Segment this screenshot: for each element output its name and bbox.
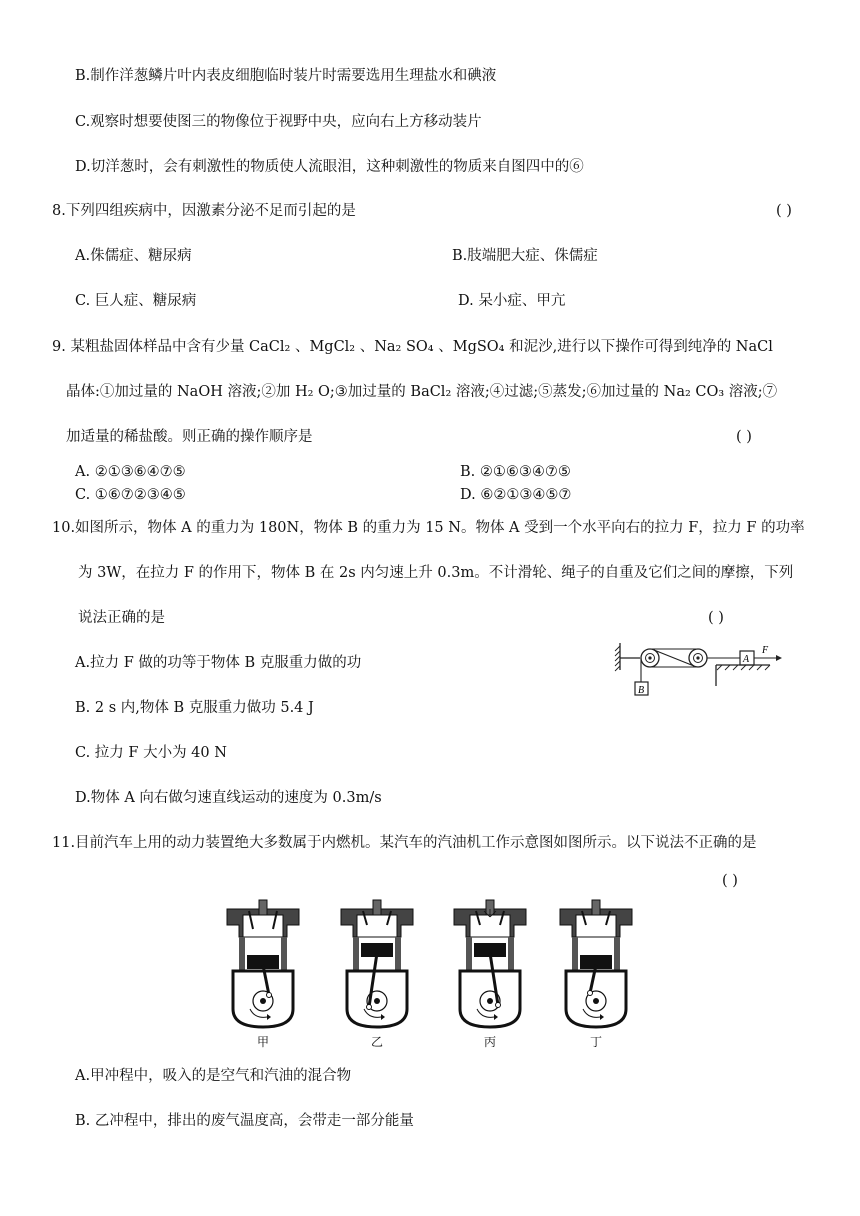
q10-option-d: D.物体 A 向右做匀速直线运动的速度为 0.3m/s xyxy=(75,790,382,806)
q8-stem: 8.下列四组疾病中，因激素分泌不足而引起的是 xyxy=(52,203,356,219)
q11-option-b: B. 乙冲程中，排出的废气温度高，会带走一部分能量 xyxy=(75,1113,414,1129)
q10-option-c: C. 拉力 F 大小为 40 N xyxy=(75,745,227,761)
q9-stem-line1: 9. 某粗盐固体样品中含有少量 CaCl₂ 、MgCl₂ 、Na₂ SO₄ 、MgSO₄ 和泥沙,进行以下操作可得到纯净的 NaCl xyxy=(52,339,773,355)
q9-option-c: C. ①⑥⑦②③④⑤ xyxy=(75,487,186,503)
q9-stem-line3: 加适量的稀盐酸。则正确的操作顺序是 xyxy=(66,429,313,445)
q10-stem-line3: 说法正确的是 xyxy=(78,610,165,626)
engine-figure-2 xyxy=(337,897,417,1032)
q9-option-d: D. ⑥②①③④⑤⑦ xyxy=(460,487,572,503)
engine-label-1: 甲 xyxy=(257,1035,270,1049)
engine-figure-3 xyxy=(450,897,530,1032)
q8-option-a: A.侏儒症、糖尿病 xyxy=(75,248,192,264)
q11-option-a: A.甲冲程中，吸入的是空气和汽油的混合物 xyxy=(75,1068,352,1084)
q10-option-b: B. 2 s 内,物体 B 克服重力做功 5.4 J xyxy=(75,700,314,716)
q8-option-c: C. 巨人症、糖尿病 xyxy=(75,293,197,309)
q8-answer-paren: ( ) xyxy=(776,203,792,219)
engine-figure-1 xyxy=(223,897,303,1032)
engine-label-4: 丁 xyxy=(590,1035,603,1049)
q8-option-d: D. 呆小症、甲亢 xyxy=(458,293,566,309)
q7-option-b: B.制作洋葱鳞片叶内表皮细胞临时装片时需要选用生理盐水和碘液 xyxy=(75,68,497,84)
label-f: F xyxy=(762,645,769,656)
engine-label-2: 乙 xyxy=(371,1035,384,1049)
q8-option-b: B.肢端肥大症、侏儒症 xyxy=(452,248,598,264)
q9-option-b: B. ②①⑥③④⑦⑤ xyxy=(460,464,571,480)
q9-answer-paren: ( ) xyxy=(736,429,752,445)
engine-label-3: 丙 xyxy=(484,1035,497,1049)
pulley-diagram xyxy=(610,640,790,705)
q10-stem-line2: 为 3W，在拉力 F 的作用下，物体 B 在 2s 内匀速上升 0.3m。不计滑轮、绳子的自重及它们之间的摩擦，下列 xyxy=(78,565,794,581)
q10-answer-paren: ( ) xyxy=(708,610,724,626)
q9-stem-line2: 晶体:①加过量的 NaOH 溶液;②加 H₂ O;③加过量的 BaCl₂ 溶液;④过滤;⑤蒸发;⑥加过量的 Na₂ CO₃ 溶液;⑦ xyxy=(66,384,778,400)
q7-option-c: C.观察时想要使图三的物像位于视野中央，应向右上方移动装片 xyxy=(75,114,482,130)
q11-answer-paren: ( ) xyxy=(722,873,738,889)
label-a: A xyxy=(743,654,750,665)
q10-option-a: A.拉力 F 做的功等于物体 B 克服重力做的功 xyxy=(75,655,362,671)
q7-option-d: D.切洋葱时，会有刺激性的物质使人流眼泪，这种刺激性的物质来自图四中的⑥ xyxy=(75,159,584,175)
label-b: B xyxy=(638,685,645,696)
q10-stem-line1: 10.如图所示，物体 A 的重力为 180N，物体 B 的重力为 15 N。物体 A 受到一个水平向右的拉力 F，拉力 F 的功率 xyxy=(52,520,805,536)
q9-option-a: A. ②①③⑥④⑦⑤ xyxy=(75,464,186,480)
q11-stem: 11.目前汽车上用的动力装置绝大多数属于内燃机。某汽车的汽油机工作示意图如图所示。以下说法不正确的是 xyxy=(52,835,757,851)
engine-figure-4 xyxy=(556,897,636,1032)
